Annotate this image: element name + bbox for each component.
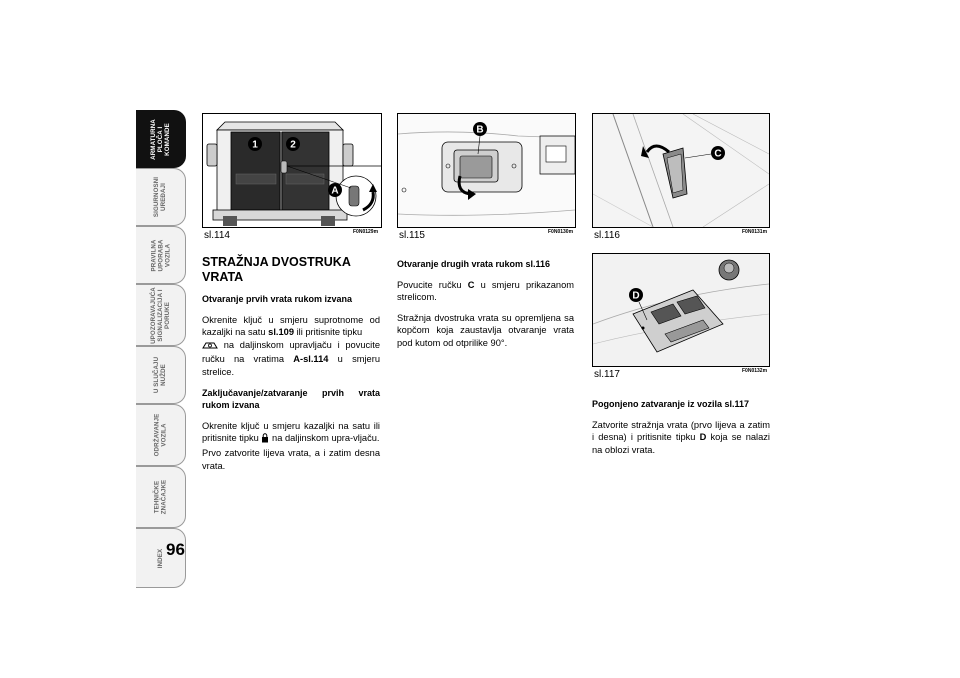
text-column-1 xyxy=(202,255,380,480)
paragraph-powered-closing: Zatvorite stražnja vrata (prvo lijeva a zatim i desna) i pritisnite tipku D koja se nalazi na oblozi vrata. xyxy=(592,419,770,455)
figure-code: F0N0130m xyxy=(548,229,574,235)
figure-sl114 xyxy=(202,113,382,228)
tab-label: INDEX xyxy=(156,548,164,568)
tab-sigurnosni-uredaji[interactable] xyxy=(136,168,186,226)
tab-armaturna-ploca[interactable] xyxy=(136,110,186,168)
paragraph-opening-first-door: Okrenite ključ u smjeru suprotnome od kazaljki na satu sl.109 ili pritisnite tipku na daljinskom upravljaču i povucite ručku na vratima A-sl.114 u smjeru strelice. xyxy=(202,314,380,377)
figure-caption: sl.116 xyxy=(594,230,620,241)
tab-label: UPOZORAVAJUĆA SIGNALIZACIJA I PORUKE xyxy=(150,286,172,344)
paragraph-door-stop: Stražnja dvostruka vrata su opremljena sa kopčom koja zaustavlja otvaranje vrata pod kutom od otprilike 90°. xyxy=(397,312,574,348)
subheading-opening-second-door: Otvaranje drugih vrata rukom sl.116 xyxy=(397,259,551,269)
callout-d-label: D xyxy=(632,290,640,302)
callout-a-label: A xyxy=(331,185,339,197)
van-rear-doors-illustration xyxy=(203,114,381,227)
tab-label: TEHNIČKE ZNAČAJKE xyxy=(153,479,168,515)
figure-code: F0N0131m xyxy=(742,229,768,235)
text-column-3 xyxy=(592,398,770,464)
tab-label: ARMATURNA PLOČA I KOMANDE xyxy=(150,118,171,160)
figure-sl117 xyxy=(592,253,770,367)
figure-caption: sl.114 xyxy=(204,230,230,241)
subheading-locking-first-door: Zaključavanje/zatvaranje prvih vrata rukom izvana xyxy=(202,387,380,411)
section-title: STRAŽNJA DVOSTRUKA VRATA xyxy=(202,255,351,284)
tab-label: SIGURNOSNI UREĐAJI xyxy=(153,176,168,218)
tab-odrzavanje-vozila[interactable] xyxy=(136,404,186,466)
tab-label: PRAVILNA UPORABA VOZILA xyxy=(149,239,171,271)
tab-upozoravajuca-signalizacija[interactable] xyxy=(136,284,186,346)
figure-code: F0N0132m xyxy=(742,368,768,374)
figure-caption: sl.117 xyxy=(594,369,620,380)
unlock-remote-icon xyxy=(202,340,218,354)
figure-caption: sl.115 xyxy=(399,230,425,241)
callout-c-label: C xyxy=(714,148,722,160)
inner-door-handle-illustration xyxy=(593,114,769,227)
door-panel-switch-illustration xyxy=(593,254,769,366)
tab-label: U SLUČAJU NUŽDE xyxy=(153,356,168,394)
paragraph-locking-first-door: Okrenite ključ u smjeru kazaljki na satu ili pritisnite tipku na daljinskom upra-vljaču. Prvo zatvorite lijeva vrata, a i zatim desna vrata. xyxy=(202,420,380,471)
subheading-opening-first-door: Otvaranje prvih vrata rukom izvana xyxy=(202,294,353,304)
figure-code: F0N0129m xyxy=(353,229,379,235)
subheading-powered-closing: Pogonjeno zatvaranje iz vozila sl.117 xyxy=(592,399,750,409)
text-column-2 xyxy=(397,258,574,358)
tab-pravilna-uporaba[interactable] xyxy=(136,226,186,284)
paragraph-pull-handle: Povucite ručku C u smjeru prikazanom strelicom. xyxy=(397,279,574,303)
callout-2-label: 2 xyxy=(290,139,296,151)
callout-b-label: B xyxy=(476,124,484,136)
tab-label: ODRŽAVANJE VOZILA xyxy=(153,413,168,457)
figure-sl115 xyxy=(397,113,576,228)
page-number: 96 xyxy=(166,540,185,559)
callout-1-label: 1 xyxy=(252,139,258,151)
tab-tehnicke-znacajke[interactable] xyxy=(136,466,186,528)
rear-handle-illustration xyxy=(398,114,575,227)
tab-u-slucaju-nuzde[interactable] xyxy=(136,346,186,404)
figure-sl116 xyxy=(592,113,770,228)
